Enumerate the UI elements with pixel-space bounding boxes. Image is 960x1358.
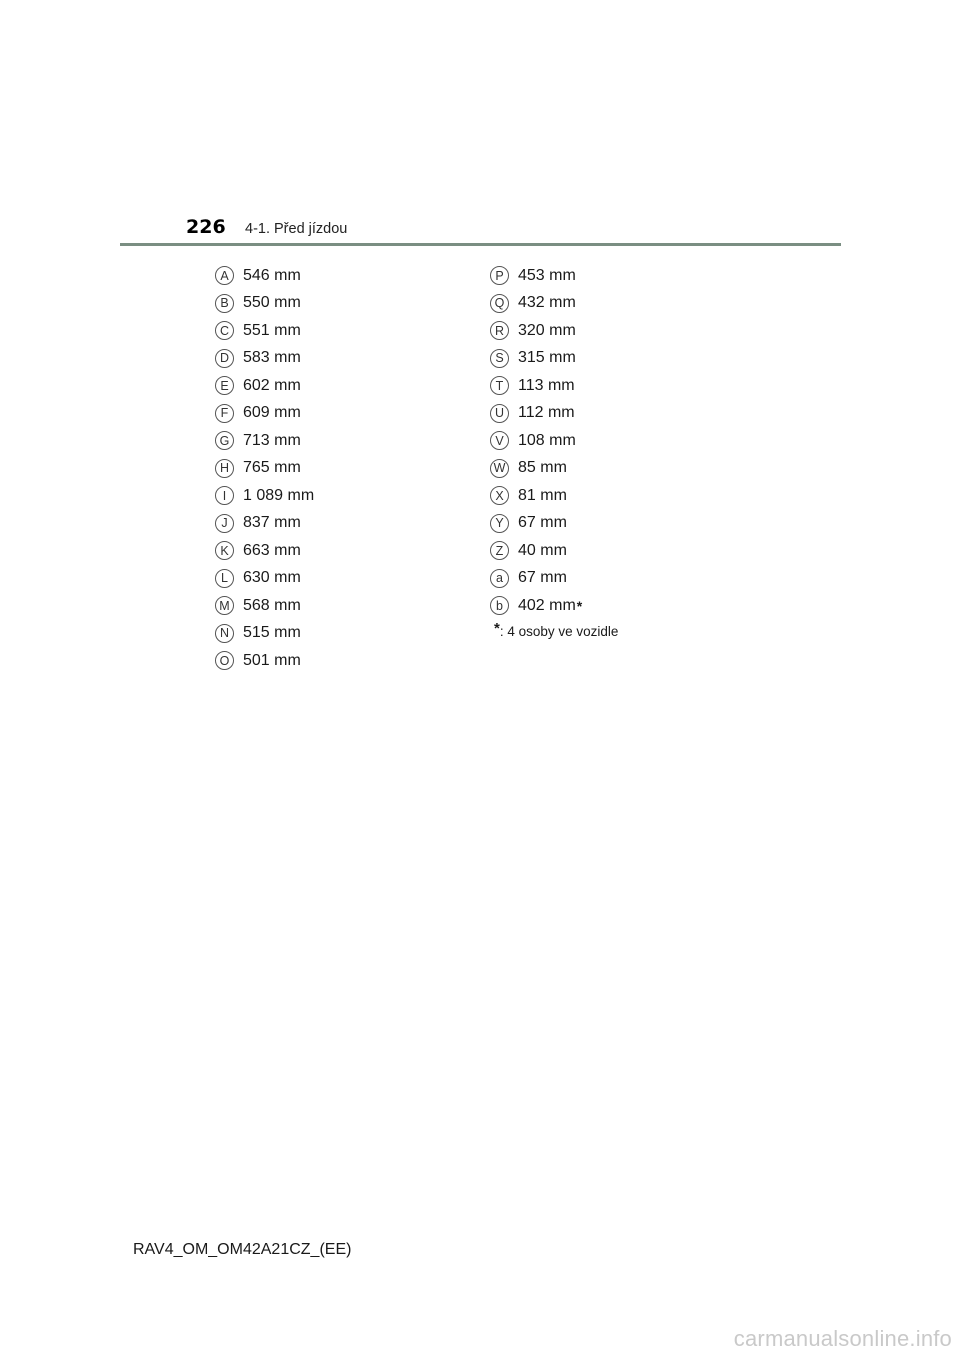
measurement-row [490,317,618,345]
marker-a: A [215,266,234,285]
footnote-text: : 4 osoby ve vozidle [499,623,619,639]
measurement-row [215,317,314,345]
measurement-row [490,290,618,318]
measurement-value: 320 mm [518,321,576,339]
measurement-value: 765 mm [243,459,301,477]
measurement-row [215,427,314,455]
measurement-row [215,592,314,620]
measurement-row [215,372,314,400]
marker-h: H [215,459,234,478]
marker-w: W [490,459,509,478]
measurement-value: 546 mm [243,266,301,284]
marker-y: Y [490,514,509,533]
section-title: 4-1. Před jízdou [245,221,348,237]
marker-d: D [215,349,234,368]
page-number: 226 [186,216,226,238]
measurement-row [490,345,618,373]
measurement-row [215,290,314,318]
marker-l: L [215,569,234,588]
measurement-value: 663 mm [243,541,301,559]
marker-lower-a: a [490,569,509,588]
watermark: carmanualsonline.info [733,1326,952,1351]
measurement-row [490,565,618,593]
measurement-row [490,262,618,290]
left-measurement-column [215,262,314,675]
measurement-value: 113 mm [518,376,575,394]
marker-lower-b: b [490,596,509,615]
measurement-value: 630 mm [243,569,301,587]
measurement-row [490,400,618,428]
marker-k: K [215,541,234,560]
marker-e: E [215,376,234,395]
measurement-value: 67 mm [518,569,567,587]
marker-t: T [490,376,509,395]
measurement-row [215,565,314,593]
marker-u: U [490,404,509,423]
measurement-row [215,345,314,373]
measurement-row [490,482,618,510]
marker-v: V [490,431,509,450]
measurement-value: 515 mm [243,624,301,642]
measurement-row [215,482,314,510]
measurement-value: 609 mm [243,404,301,422]
measurement-row [490,427,618,455]
measurement-value: 602 mm [243,376,301,394]
measurement-row [215,455,314,483]
marker-o: O [215,651,234,670]
right-measurement-column [490,262,618,647]
measurement-row [215,537,314,565]
marker-n: N [215,624,234,643]
measurement-value: 551 mm [243,321,301,339]
marker-b: B [215,294,234,313]
document-code: RAV4_OM_OM42A21CZ_(EE) [133,1241,352,1258]
measurement-value: 40 mm [518,541,567,559]
marker-m: M [215,596,234,615]
marker-z: Z [490,541,509,560]
measurement-row [215,620,314,648]
measurement-value: 402 mm [518,596,576,614]
measurement-row [215,510,314,538]
marker-f: F [215,404,234,423]
measurement-value: 501 mm [243,651,301,669]
measurement-row [215,262,314,290]
measurement-row [490,372,618,400]
measurement-row [215,400,314,428]
marker-p: P [490,266,509,285]
measurement-value: 85 mm [518,459,567,477]
marker-i: I [215,486,234,505]
measurement-value: 67 mm [518,514,567,532]
measurement-value: 453 mm [518,266,576,284]
marker-s: S [490,349,509,368]
header-rule [120,243,841,246]
measurement-row [490,510,618,538]
marker-r: R [490,321,509,340]
measurement-value: 568 mm [243,596,301,614]
measurement-value: 1 089 mm [243,486,315,504]
marker-x: X [490,486,509,505]
measurement-value: 81 mm [518,486,567,504]
measurement-row [490,537,618,565]
measurement-value: 583 mm [243,349,301,367]
measurement-value: 432 mm [518,294,576,312]
measurement-value: 837 mm [243,514,301,532]
marker-q: Q [490,294,509,313]
footnote [494,620,618,647]
measurement-row [215,647,314,675]
footnote-asterisk: * [576,597,583,614]
measurement-value: 550 mm [243,294,301,312]
measurement-row [490,592,618,620]
measurement-value: 112 mm [518,404,575,422]
marker-j: J [215,514,234,533]
footnote-mark: * [494,619,500,637]
marker-c: C [215,321,234,340]
measurement-value: 315 mm [518,349,576,367]
measurement-value: 108 mm [518,431,576,449]
measurement-row [490,455,618,483]
measurement-value: 713 mm [243,431,301,449]
marker-g: G [215,431,234,450]
